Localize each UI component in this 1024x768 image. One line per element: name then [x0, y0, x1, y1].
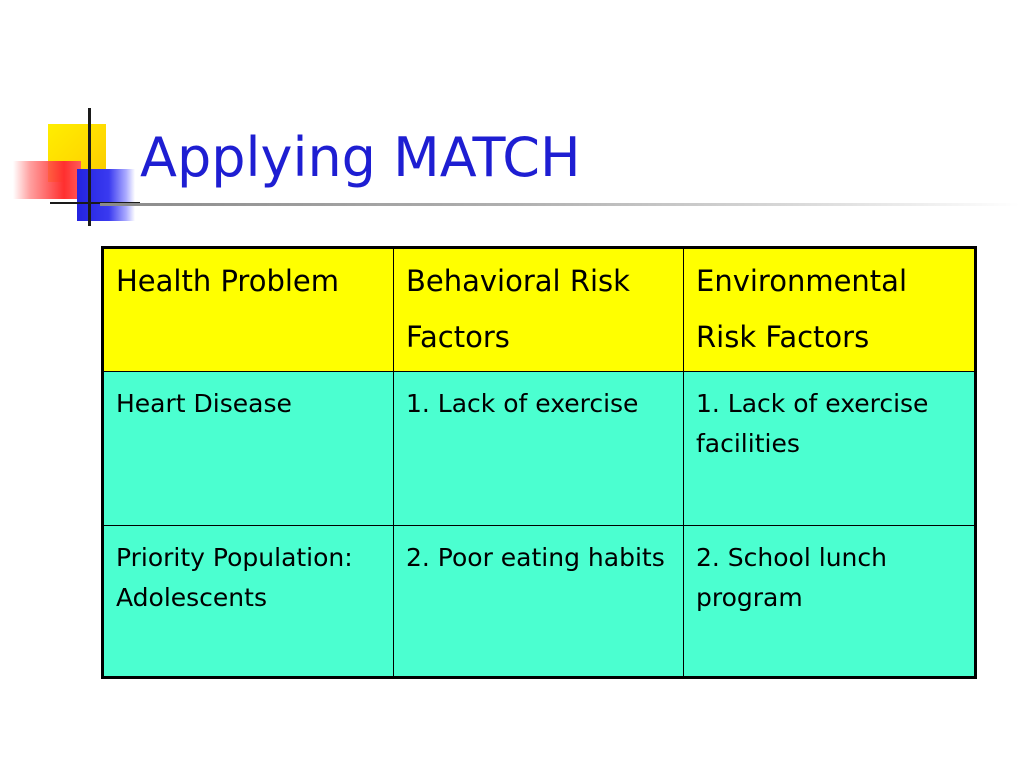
table-row [103, 372, 976, 526]
slide-title: Applying MATCH [140, 126, 581, 189]
header-health-problem: Health Problem [103, 248, 394, 372]
cell-behavioral-risk: 2. Poor eating habits [394, 526, 684, 678]
logo-blue-square [77, 169, 135, 221]
cell-environmental-risk: 2. School lunch program [684, 526, 976, 678]
cell-health-problem: Priority Population: Adolescents [103, 526, 394, 678]
match-table [101, 246, 977, 679]
header-environmental-risk-factors: Environmental Risk Factors [684, 248, 976, 372]
cell-health-problem: Heart Disease [103, 372, 394, 526]
header-behavioral-risk-factors: Behavioral Risk Factors [394, 248, 684, 372]
logo-vertical-line [88, 108, 91, 226]
table-row [103, 526, 976, 678]
logo-red-bar [13, 161, 81, 199]
cell-behavioral-risk: 1. Lack of exercise [394, 372, 684, 526]
table-header-row [103, 248, 976, 372]
title-underline [100, 203, 1020, 206]
cell-environmental-risk: 1. Lack of exercise facilities [684, 372, 976, 526]
